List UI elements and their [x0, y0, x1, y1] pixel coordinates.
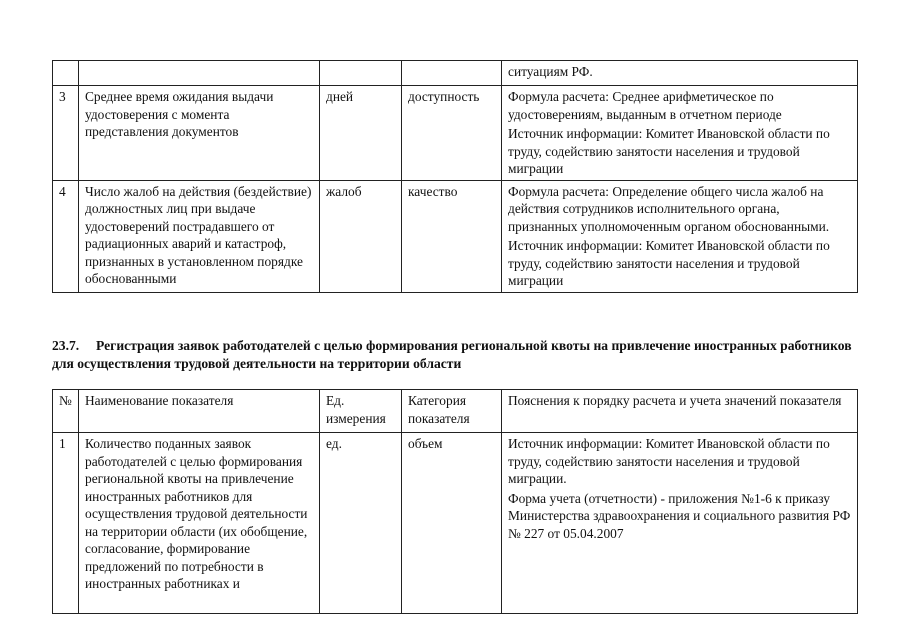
indicator-unit: ед. [320, 433, 402, 614]
header-category: Категория показателя [402, 390, 502, 433]
source-text: Источник информации: Комитет Ивановской области по труду, содействию занятости населения и трудовой миграции. [508, 436, 830, 486]
header-notes: Пояснения к порядку расчета и учета значений показателя [502, 390, 858, 433]
row-number: 4 [53, 180, 79, 292]
table-cell [402, 61, 502, 86]
table-header-row [53, 390, 858, 433]
row-number: 3 [53, 86, 79, 181]
indicator-name: Среднее время ожидания выдачи удостоверения с момента представления документов [79, 86, 320, 181]
indicator-category: качество [402, 180, 502, 292]
indicator-category: объем [402, 433, 502, 614]
indicator-name: Число жалоб на действия (бездействие) должностных лиц при выдаче удостоверений пострадавшего от радиационных аварий и катастроф, признанных в установленном порядке обоснованными [79, 180, 320, 292]
header-name: Наименование показателя [79, 390, 320, 433]
indicator-unit: дней [320, 86, 402, 181]
header-num: № [53, 390, 79, 433]
notes-cell [502, 86, 858, 181]
indicators-table [52, 389, 858, 614]
formula-text: Формула расчета: Определение общего числа жалоб на действия сотрудников исполнительного органа, признанных уполномоченным органом обоснованными. [508, 183, 830, 234]
section-heading [52, 337, 857, 373]
source-text: Источник информации: Комитет Ивановской области по труду, содействию занятости населения и трудовой миграции [508, 126, 830, 176]
notes-cell [502, 180, 858, 292]
notes-cell [502, 433, 858, 614]
indicator-unit: жалоб [320, 180, 402, 292]
row-number: 1 [53, 433, 79, 614]
table-row [53, 180, 858, 292]
table-cell [53, 61, 79, 86]
table-row [53, 61, 858, 86]
indicators-table-continued [52, 60, 858, 293]
source-text: Источник информации: Комитет Ивановской области по труду, содействию занятости населения и трудовой миграции [508, 238, 830, 288]
table-row [53, 86, 858, 181]
reporting-form-text: Форма учета (отчетности) - приложения №1-6 к приказу Министерства здравоохранения и социального развития РФ № 227 от 05.04.2007 [508, 490, 851, 541]
section-number: 23.7. [52, 338, 80, 353]
indicator-name: Количество поданных заявок работодателей с целью формирования региональной квоты на привлечение иностранных работников для осуществления трудовой деятельности на территории области (их обобщение, согласование, формирование предложений по потребности в иностранных работниках и [79, 433, 320, 614]
table-cell [320, 61, 402, 86]
table-cell [79, 61, 320, 86]
indicator-category: доступность [402, 86, 502, 181]
notes-cell: ситуациям РФ. [502, 61, 858, 86]
header-unit: Ед. измерения [320, 390, 402, 433]
section-title: Регистрация заявок работодателей с целью формирования региональной квоты на привлечение иностранных работников для осуществления трудовой деятельности на территории области [52, 338, 852, 371]
table-row [53, 433, 858, 614]
formula-text: Формула расчета: Среднее арифметическое по удостоверениям, выданным в отчетном периоде [508, 89, 782, 122]
